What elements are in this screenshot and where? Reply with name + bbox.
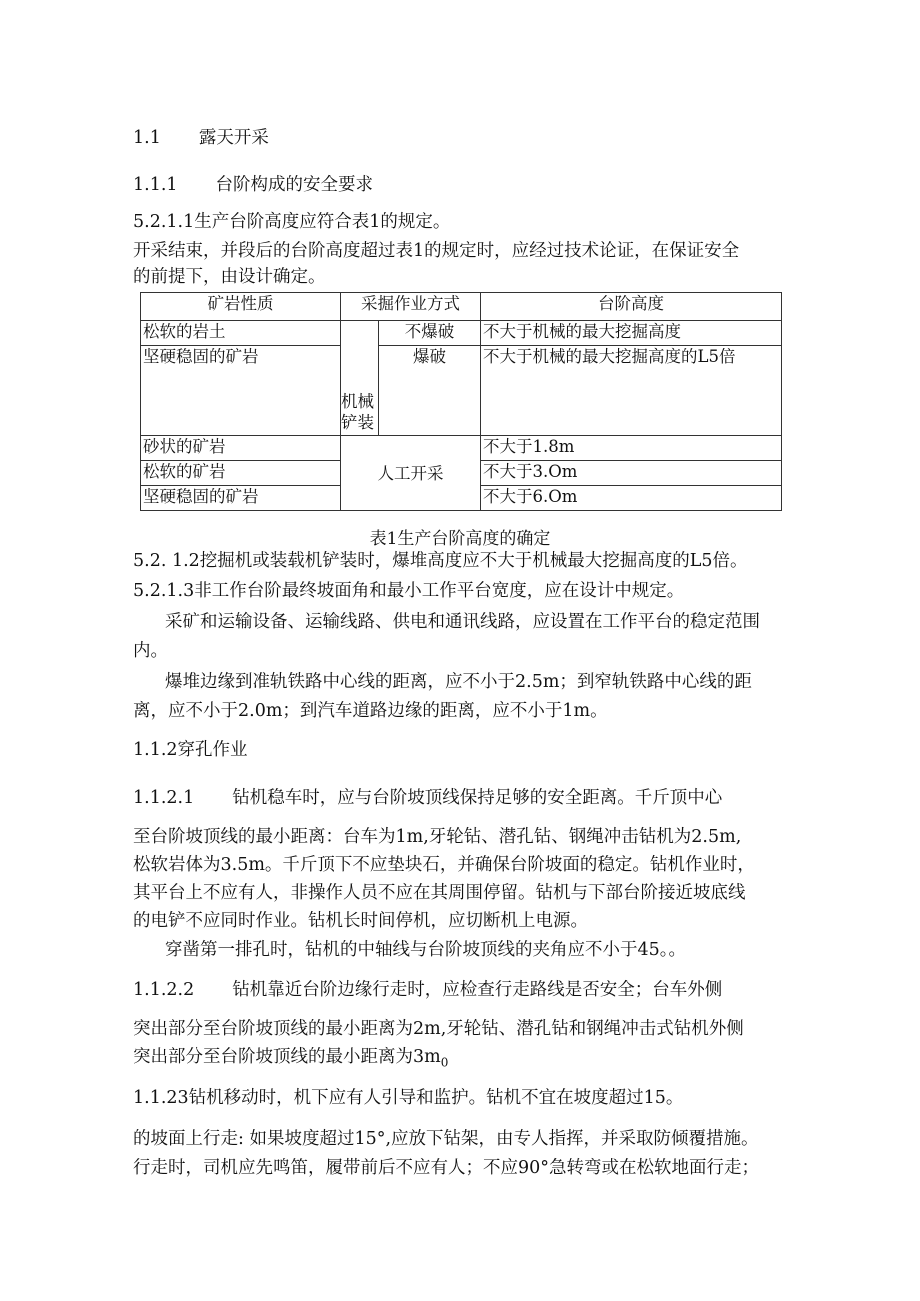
- mech-label-1: 机械: [341, 392, 374, 411]
- cell-method: 爆破: [379, 346, 481, 436]
- cell-manual: 人工开采: [341, 436, 481, 511]
- mech-label-2: 铲装: [341, 413, 374, 432]
- paragraph-5212: 5.2. 1.2挖掘机或装载机铲装时，爆堆高度应不大于机械最大挖掘高度的L5倍。: [133, 551, 748, 571]
- heading-1-1-2: 1.1.2穿孔作业: [133, 740, 248, 760]
- paragraph-end-line2: 的前提下，由设计确定。: [133, 267, 326, 287]
- cell-rock: 坚硬稳固的矿岩: [141, 346, 341, 436]
- cell-height: 不大于1.8m: [481, 436, 782, 461]
- cell-height: 不大于6.Om: [481, 486, 782, 511]
- cell-method: 不爆破: [379, 321, 481, 346]
- heading-1-1: 1.1 露天开采: [133, 128, 269, 148]
- heading-1-1-2-1: 1.1.2.1 钻机稳车时，应与台阶坡顶线保持足够的安全距离。千斤顶中心: [133, 788, 723, 808]
- bench-height-table: [140, 292, 782, 511]
- paragraph-drill-line5: 穿凿第一排孔时，钻机的中轴线与台阶坡顶线的夹角应不小于45。。: [165, 940, 687, 960]
- paragraph-drill-line2: 松软岩体为3.5m。千斤顶下不应垫块石，并确保台阶坡面的稳定。钻机作业时，: [133, 855, 755, 875]
- paragraph-drill-line3: 其平台上不应有人，非操作人员不应在其周围停留。钻机与下部台阶接近坡底线: [133, 883, 746, 903]
- cell-rock: 松软的岩土: [141, 321, 341, 346]
- paragraph-edge-line1: 突出部分至台阶坡顶线的最小距离为2m,牙轮钻、潜孔钻和钢绳冲击式钻机外侧: [133, 1019, 744, 1039]
- paragraph-edge-line2: 突出部分至台阶坡顶线的最小距离为$3m_0$: [133, 1047, 449, 1070]
- header-rock: 矿岩性质: [141, 293, 341, 321]
- cell-height: 不大于机械的最大挖掘高度的L5倍: [481, 346, 782, 436]
- heading-1-1-1: 1.1.1 台阶构成的安全要求: [133, 175, 374, 195]
- cell-rock: 砂状的矿岩: [141, 436, 341, 461]
- cell-height: 不大于机械的最大挖掘高度: [481, 321, 782, 346]
- paragraph-blast-line2: 离，应不小于2.0m；到汽车道路边缘的距离，应不小于1m。: [133, 701, 608, 721]
- paragraph-blast-line1: 爆堆边缘到准轨铁路中心线的距离，应不小于2.5m；到窄轨铁路中心线的距: [165, 672, 752, 692]
- paragraph-5211: 5.2.1.1生产台阶高度应符合表1的规定。: [133, 212, 451, 232]
- table-caption: 表1生产台阶高度的确定: [369, 529, 551, 549]
- paragraph-drill-line1: 至台阶坡顶线的最小距离：台车为1m,牙轮钻、潜孔钻、钢绳冲击钻机为2.5m,: [133, 827, 742, 847]
- paragraph-drill-line4: 的电铲不应同时作业。钻机长时间停机，应切断机上电源。: [133, 911, 588, 931]
- paragraph-equip-line2: 内。: [133, 641, 168, 661]
- paragraph-equip-line1: 采矿和运输设备、运输线路、供电和通讯线路，应设置在工作平台的稳定范围: [165, 612, 760, 632]
- cell-mech: [341, 321, 379, 436]
- header-method: 采掘作业方式: [341, 293, 481, 321]
- cell-rock: 松软的矿岩: [141, 461, 341, 486]
- cell-rock: 坚硬稳固的矿岩: [141, 486, 341, 511]
- heading-1-1-2-2: 1.1.2.2 钻机靠近台阶边缘行走时，应检查行走路线是否安全；台车外侧: [133, 980, 723, 1000]
- header-height: 台阶高度: [481, 293, 782, 321]
- paragraph-5213: 5.2.1.3非工作台阶最终坡面角和最小工作平台宽度，应在设计中规定。: [133, 581, 685, 601]
- cell-height: 不大于3.Om: [481, 461, 782, 486]
- paragraph-move-line2: 行走时，司机应先鸣笛，履带前后不应有人；不应90°急转弯或在松软地面行走；: [133, 1158, 760, 1178]
- paragraph-move-line1: 的坡面上行走: 如果坡度超过15°,应放下钻架，由专人指挥，并采取防倾覆措施。: [133, 1129, 759, 1149]
- heading-1-1-23: 1.1.23钻机移动时，机下应有人引导和监护。钻机不宜在坡度超过15。: [133, 1088, 684, 1108]
- paragraph-end-line1: 开采结束，并段后的台阶高度超过表1的规定时，应经过技术论证，在保证安全: [133, 241, 740, 261]
